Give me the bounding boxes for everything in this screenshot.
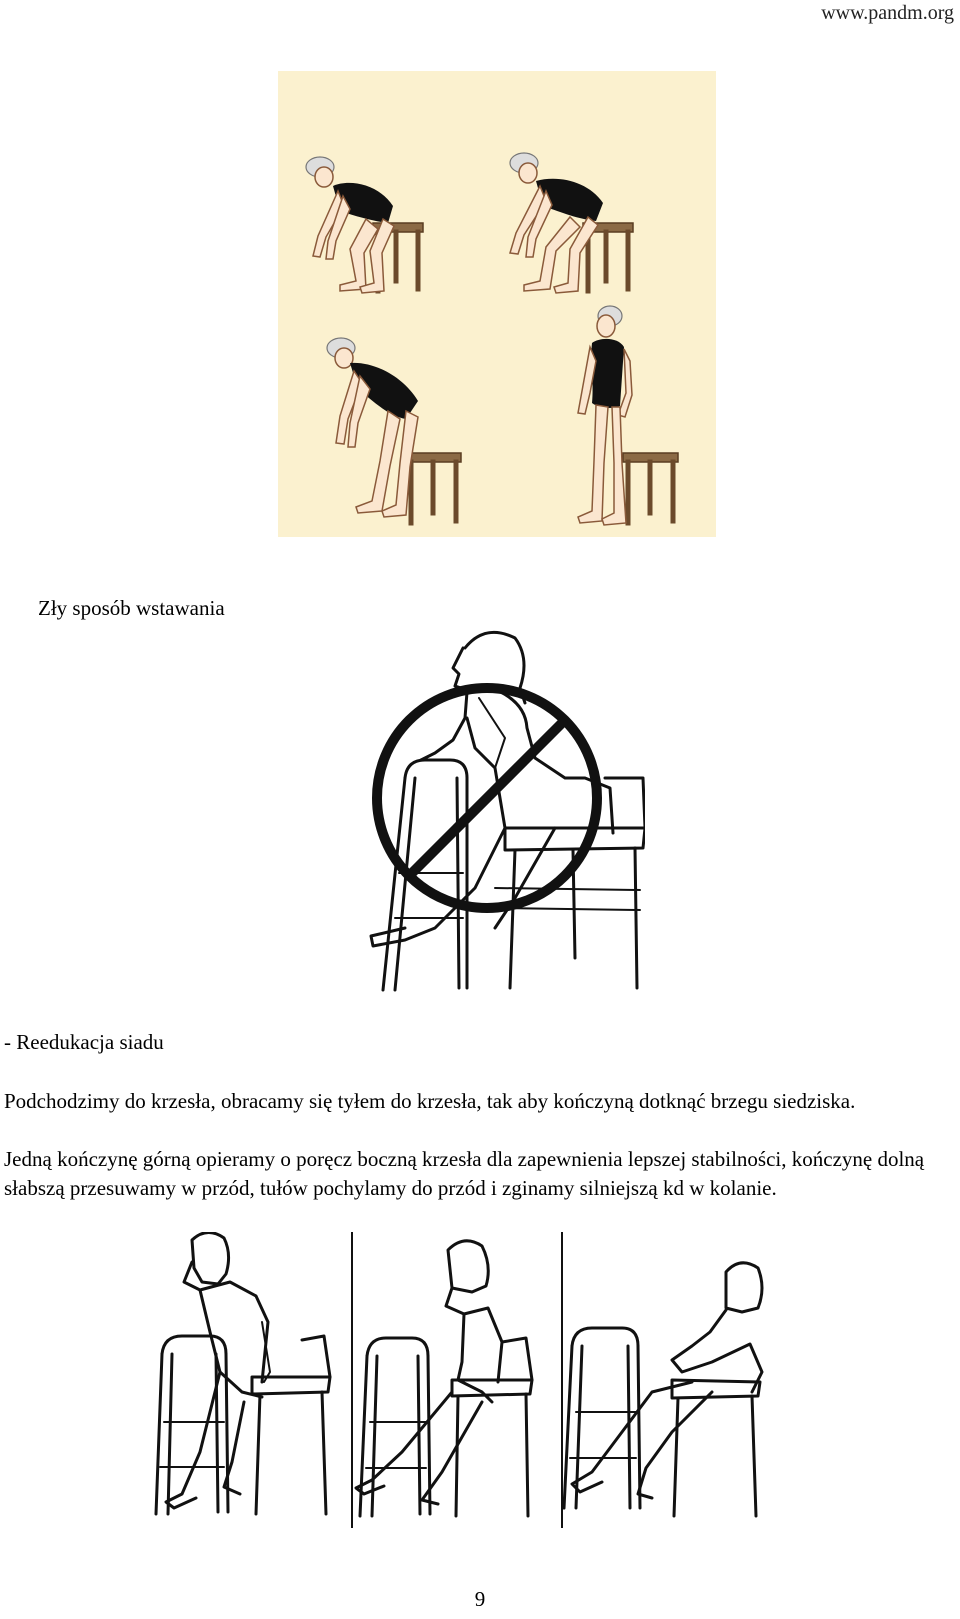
sequence-figure-3 xyxy=(564,1263,762,1516)
exercise-figure-2 xyxy=(510,153,633,293)
prohibition-sign xyxy=(377,688,597,908)
chair xyxy=(495,778,645,988)
reeducation-heading: - Reedukacja siadu xyxy=(4,1030,164,1054)
walker-sitting-sequence-illustration xyxy=(152,1232,802,1528)
exercise-figure-3 xyxy=(327,338,461,523)
paragraph-1: Podchodzimy do krzesła, obracamy się tyłem do krzesła, tak aby kończyną dotknąć brzegu siedziska. xyxy=(4,1089,856,1113)
wrong-way-caption: Zły sposób wstawania xyxy=(38,596,225,620)
walker xyxy=(383,760,467,990)
exercise-figure-4 xyxy=(578,306,678,525)
prohibited-sign-illustration xyxy=(355,628,645,996)
standing-up-sequence-illustration xyxy=(278,71,716,537)
paragraph-2: Jedną kończynę górną opieramy o poręcz boczną krzesła dla zapewnienia lepszej stabilności, kończynę dolną słabszą przesuwamy w przód, tułów pochylamy do przód i zginamy silniejszą kd w kolanie. xyxy=(4,1147,925,1200)
page-number: 9 xyxy=(474,1587,486,1611)
website-url: www.pandm.org xyxy=(821,2,954,24)
sequence-figure-2 xyxy=(356,1241,532,1516)
exercise-figure-1 xyxy=(306,157,423,293)
sequence-figure-1 xyxy=(156,1232,330,1514)
